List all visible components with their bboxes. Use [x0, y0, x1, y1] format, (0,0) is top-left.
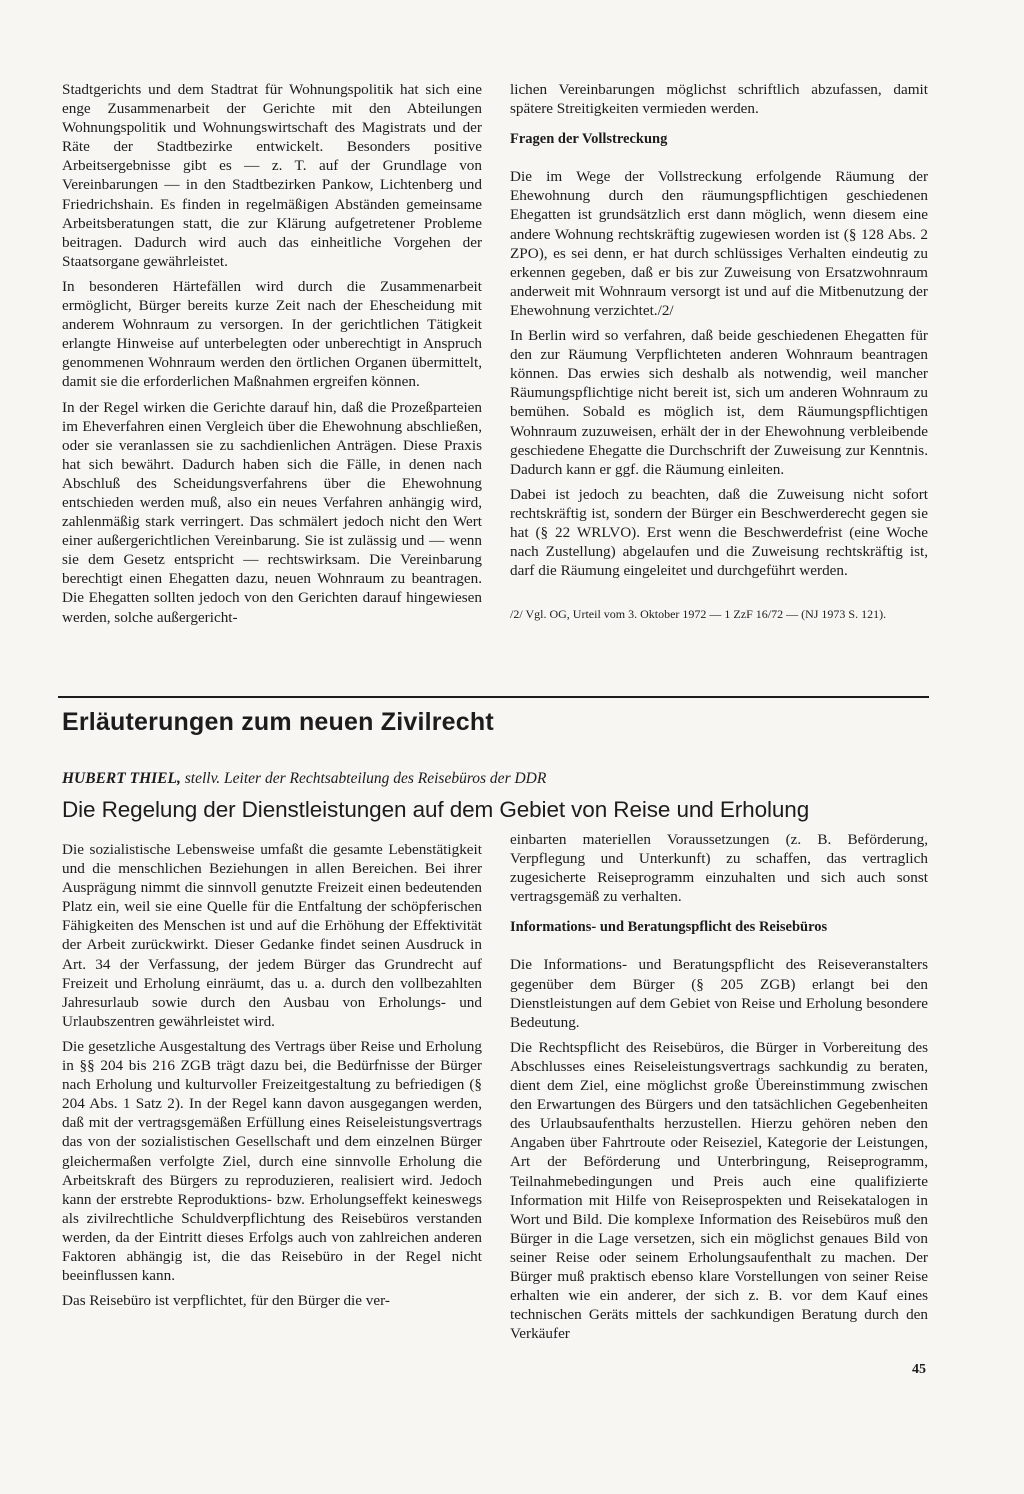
page-number: 45	[912, 1362, 926, 1377]
paragraph: Die Informations- und Beratungspflicht des Reiseveranstalters gegenüber dem Bürger (§ 205 ZGB) erlangt bei den Dienstleistungen auf dem Gebiet von Reise und Erholung besondere Bedeutung.	[510, 956, 928, 1031]
paragraph: Dabei ist jedoch zu beachten, daß die Zuweisung nicht sofort rechtskräftig ist, sondern der Bürger ein Beschwerderecht gegen sie hat (§ 22 WRLVO). Erst wenn die Beschwerdefrist (eine Woche nach Zustellung) abgelaufen und die Zuweisung rechtskräftig ist, darf die Räumung eingeleitet und durchgeführt werden.	[510, 485, 928, 580]
author-role: stellv. Leiter der Rechtsabteilung des Reisebüros der DDR	[180, 770, 547, 787]
paragraph: In der Regel wirken die Gerichte darauf hin, daß die Prozeßparteien im Eheverfahren einen Vergleich über die Ehewohnung abschließen, oder sie veranlassen sie zu sachdienlichen Anträgen. Diese Praxis hat sich bewährt. Dadurch haben sich die Fälle, in denen nach Abschluß des Scheidungsverfahrens über die Ehewohnung entschieden werden muß, also ein neues Verfahren anhängig wird, zahlenmäßig stark verringert. Das schmälert jedoch nicht den Wert einer außergerichtlichen Vereinbarung. Sie ist zulässig und — wenn sie dem Gesetz entspricht — rechtswirksam. Die Vereinbarung berechtigt einen Ehegatten dazu, neuen Wohnraum zu beantragen. Die Ehegatten sollten jedoch von den Gerichten darauf hingewiesen werden, solche außergericht-	[62, 398, 482, 626]
paragraph: Die im Wege der Vollstreckung erfolgende Räumung der Ehewohnung durch den räumungspflichtigen geschiedenen Ehegatten ist grundsätzlich erst dann möglich, wenn diesem eine andere Wohnung rechtskräftig zugewiesen worden ist (§ 128 Abs. 2 ZPO), es sei denn, er hat durch schlüssiges Verhalten eindeutig zu erkennen gegeben, daß er bis zur Zuweisung von Ersatzwohnraum anderweit mit Wohnraum versorgt ist und auf die Mitbenutzung der Ehewohnung verzichtet./2/	[510, 168, 928, 319]
section-divider	[58, 696, 929, 698]
subheading-vollstreckung: Fragen der Vollstreckung	[510, 131, 668, 148]
article-title: Die Regelung der Dienstleistungen auf dem Gebiet von Reise und Erholung	[62, 797, 810, 822]
paragraph: In Berlin wird so verfahren, daß beide geschiedenen Ehegatten für den zur Räumung Verpflichteten anderen Wohnraum beantragen können. Das erwies sich deshalb als notwendig, weil mancher Räumungspflichtige nicht bereit ist, sich um anderen Wohnraum zu bemühen. Sobald es möglich ist, dem Räumungspflichtigen Wohnraum zuzuweisen, erhält der in der Ehewohnung verbleibende geschiedene Ehegatte die Durchschrift der Zuweisung zur Kenntnis. Dadurch kann er ggf. die Räumung einleiten.	[510, 327, 928, 478]
bottom-left-column	[62, 840, 482, 1316]
section-title: Erläuterungen zum neuen Zivilrecht	[62, 708, 494, 736]
paragraph: Stadtgerichts und dem Stadtrat für Wohnungspolitik hat sich eine enge Zusammenarbeit der Gerichte mit den Abteilungen Wohnungspolitik und Wohnungswirtschaft des Magistrats und der Räte der Stadtbezirke entwickelt. Besonders positive Arbeitsergebnisse gibt es — z. T. auf der Grundlage von Vereinbarungen — in den Stadtbezirken Pankow, Lichtenberg und Friedrichshain. Es finden in regelmäßigen Abständen gemeinsame Arbeitsberatungen statt, die zur Klärung aufgetretener Probleme beitragen. Dadurch wird auch das einheitliche Vorgehen der Staatsorgane gewährleistet.	[62, 81, 482, 270]
paragraph: Das Reisebüro ist verpflichtet, für den Bürger die ver-	[62, 1292, 390, 1310]
top-right-column	[510, 80, 928, 629]
author-name: HUBERT THIEL,	[62, 770, 181, 787]
paragraph: Die Rechtspflicht des Reisebüros, die Bürger in Vorbereitung des Abschlusses eines Reiseleistungsvertrags sachkundig zu beraten, dient dem Ziel, eine möglichst große Übereinstimmung zwischen den Erwartungen des Bürgers und den tatsächlichen Gegebenheiten des Urlaubsaufenthalts herzustellen. Hierzu gehören neben den Angaben über Fahrtroute oder Reiseziel, Kategorie der Leistungen, Art der Beförderung und Unterbringung, Reiseprogramm, Teilnahmebedingungen und Preis auch eine qualifizierte Information mit Hilfe von Reiseprospekten und Reisekatalogen in Wort und Bild. Die komplexe Information des Reisebüros muß den Bürger in die Lage versetzen, sich ein möglichst genaues Bild von seiner Reise oder seinem Erholungsaufenthalt zu machen. Der Bürger muß praktisch ebenso klare Vorstellungen von seiner Reise erhalten wie ein anderer, der sich z. B. vor dem Kauf eines technischen Geräts mittels der sachkundigen Beratung durch den Verkäufer	[510, 1038, 928, 1343]
subheading-informationspflicht: Informations- und Beratungspflicht des Reisebüros	[510, 919, 828, 936]
top-left-column	[62, 80, 482, 633]
paragraph: Die sozialistische Lebensweise umfaßt die gesamte Lebenstätigkeit und die menschlichen Beziehungen in allen Bereichen. Bei ihrer Ausprägung nimmt die sinnvoll genutzte Freizeit einen bedeutenden Platz ein, weil sie eine Quelle für die Entfaltung der schöpferischen Fähigkeiten des Menschen ist und auf die Erhöhung der Effektivität der Arbeit zurückwirkt. Dieser Gedanke findet seinen Ausdruck in Art. 34 der Verfassung, der jedem Bürger das Grundrecht auf Freizeit und Erholung einräumt, das u. a. durch den vollbezahlten Jahresurlaub sowie durch den Ausbau von Erholungs- und Urlaubszentren gewährleistet wird.	[62, 841, 482, 1030]
paragraph: lichen Vereinbarungen möglichst schriftlich abzufassen, damit spätere Streitigkeiten vermieden werden.	[510, 81, 928, 118]
author-line	[62, 770, 932, 788]
paragraph: einbarten materiellen Voraussetzungen (z. B. Beförderung, Verpflegung und Unterkunft) zu schaffen, das vertraglich zugesicherte Reiseprogramm einzuhalten und sich auch sonst vertragsgemäß zu verhalten.	[510, 831, 928, 906]
paragraph: In besonderen Härtefällen wird durch die Zusammenarbeit ermöglicht, Bürger bereits kurze Zeit nach der Ehescheidung mit anderem Wohnraum zu versorgen. In der gerichtlichen Tätigkeit erlangte Hinweise auf unterbelegten oder unberechtigt in Anspruch genommenen Wohnraum werden den örtlichen Organen übermittelt, damit sie die erforderlichen Maßnahmen ergreifen können.	[62, 277, 482, 391]
footnote: /2/ Vgl. OG, Urteil vom 3. Oktober 1972 — 1 ZzF 16/72 — (NJ 1973 S. 121).	[510, 607, 887, 622]
paragraph: Die gesetzliche Ausgestaltung des Vertrags über Reise und Erholung in §§ 204 bis 216 ZGB trägt dazu bei, die Bedürfnisse der Bürger nach Erholung und kulturvoller Freizeitgestaltung zu befriedigen (§ 204 Abs. 1 Satz 2). In der Regel kann davon ausgegangen werden, daß mit der vertragsgemäßen Erfüllung eines Reiseleistungsvertrags das von der sozialistischen Gesellschaft und dem einzelnen Bürger gleichermaßen verfolgte Ziel, durch eine sinnvolle Erholung die Arbeitskraft des Bürgers zu reproduzieren, realisiert wird. Jedoch kann der erstrebte Reproduktions- bzw. Erholungseffekt keineswegs als zivilrechtliche Schuldverpflichtung des Reisebüros verstanden werden, da der Eintritt dieses Erfolgs auch von zahlreichen anderen Faktoren abhängig ist, die das Reisebüro in der Regel nicht beeinflussen kann.	[62, 1037, 482, 1285]
bottom-right-column	[510, 830, 928, 1349]
